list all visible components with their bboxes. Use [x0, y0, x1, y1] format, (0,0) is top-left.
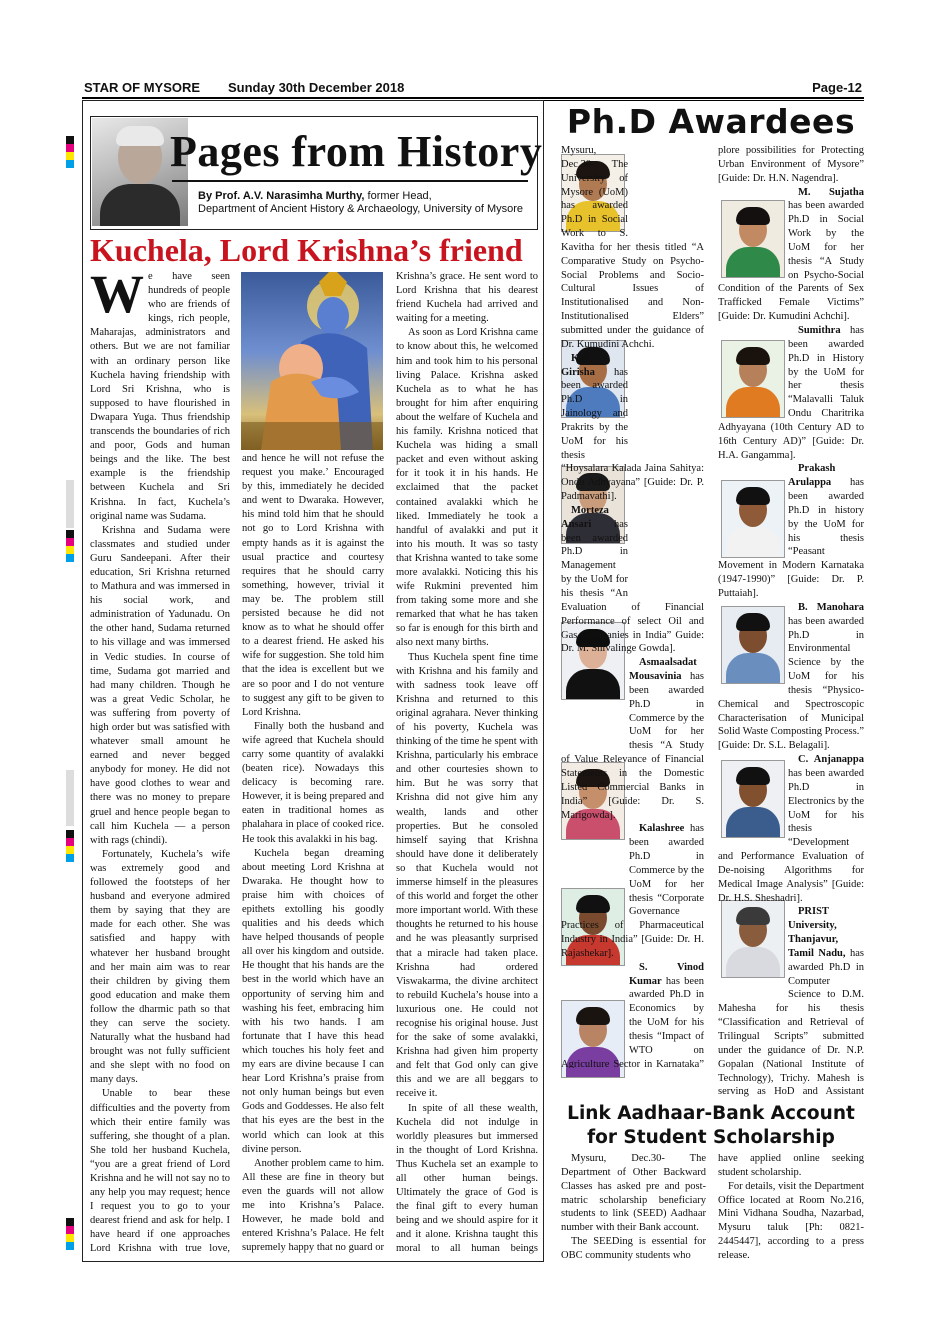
article-column-2	[242, 452, 384, 1255]
phd-name-sumithra: Sumithra	[798, 324, 841, 336]
phd-entry-kavitha: Mysuru, Dec.30- The University of Mysore (UoM) has awarded Ph.D in Social Work to S. Kavitha for her thesis titled “A Comparative Study on Psycho-Social Problems and Socio-Cultural Issues of Institutionalised and Non-Institutionalised Elders” submitted under the guidance of Dr. Kumudini Achchi.	[561, 145, 704, 350]
article-column-1	[90, 270, 230, 1255]
aadhaar-column-right	[718, 1152, 864, 1268]
col1-paragraph-3: Fortunately, Kuchela’s wife was extremely good and followed the footsteps of her husband and everyone admired them by saying that they are made for each other. She was satisfied and happy with whatever her husband brought and her main aim was to rear their children by giving them good education and make them follow the dharmic path so that they can serve the society. Naturally what the husband had brought was not fully sufficient and she slept with no food on many days.	[90, 848, 230, 1086]
phd-text-prist: has awarded Ph.D in Computer Science to D.M. Mahesha for his thesis “Classification and Retrieval of Trilingual Scripts” submitted under the guidance of Dr. N.P. Gopalan (National Institute of Technology), Trichy. Mahesh is serving as HoD and Assistant	[718, 947, 864, 1098]
photo-space-4	[561, 656, 629, 740]
byline	[198, 190, 523, 216]
col3-paragraph-4: In spite of all these wealth, Kuchela did not indulge in worldly pleasures but immersed in the thought of Lord Krishna. Thus Kuchela set an example to all other human beings. Ultimately the grace of God is the final gift to every human being and we should aspire for it and it alone. Krishna taught this moral to all human beings	[396, 1102, 538, 1255]
phd-name-manohara: B. Manohara	[798, 601, 864, 613]
photo-space-5	[561, 822, 629, 906]
phd-text-kalashree: has been awarded Ph.D in Commerce by the UoM for her thesis “Corporate Governance Practices of Pharmaceutical Industry in India” [Guide: Dr. H. Rajashekar].	[561, 823, 704, 959]
photo-space-12	[718, 753, 788, 837]
phd-text-prakash: has been awarded Ph.D in history by the UoM for his thesis “Peasant Movement in Modern Karnataka (1947-1990)” [Guide: Dr. P. Puttaiah].	[718, 477, 864, 599]
phd-column-right	[718, 144, 864, 1098]
phd-name-morteza: Morteza Ansari	[561, 504, 609, 530]
phd-text-morteza: has been awarded Ph.D in Management by the UoM for his thesis “An Evaluation of Financial Performance of select Oil and Gas Companies in India” Guide: Dr. M. Shivalinge Gowda].	[561, 518, 704, 655]
aadhaar-left-p2: The SEEDing is essential for OBC community students who	[561, 1236, 706, 1261]
registration-marks-middle	[66, 830, 74, 862]
col3-paragraph-3: Thus Kuchela spent fine time with Krishna and his family and with sadness took leave off Krishna and returned to this original agrahara. Never thinking of his poverty, Kuchela was thinking of the time he spent with Krishna, particularly his embrace and other courtesies shown to him. But he was sorry that Krishna did not give him any wealth, lands and other properties. But he consoled himself saying that Krishna should have done it deliberately so that Kuchela would not immerse himself in the pleasures of this world and forget the other more important world. With these thoughts he returned to his house and he was pleasantly surprised that a miracle had taken place. Krishna had ordered Viswakarma, the divine architect to rebuild Kuchela’s house into a luxurious one. He could not recognise his original house. Just for the sake of some avalakki, Krishna had given him property and felt that God only can give this and we are all beggars to receive it.	[396, 651, 538, 1100]
photo-space-6	[561, 961, 629, 1045]
byline-role: former Head,	[364, 190, 432, 202]
krishna-kuchela-illustration	[241, 272, 383, 450]
phd-entry-continued: plore possibilities for Protecting Urban Environment of Mysore” [Guide: Dr. H.N. Nagendra].	[718, 145, 864, 184]
phd-name-asmaalsadat: Asmaalsadat Mousavinia	[629, 657, 697, 683]
photo-space-8	[718, 188, 788, 272]
aadhaar-right-p2: For details, visit the Department Office located at Room No.216, Mini Vidhana Soudha, Nazarbad, Mysuru taluk [Ph: 0821- 2445447], according to a press release.	[718, 1180, 864, 1261]
phd-name-kalashree: Kalashree	[639, 823, 685, 835]
aadhaar-headline	[558, 1102, 864, 1150]
phd-column-left	[561, 144, 704, 1068]
section-title: Pages from History	[170, 127, 543, 176]
margin-grey-strip-2	[66, 770, 74, 826]
photo-space-11	[718, 601, 788, 685]
aadhaar-right-p1: have applied online seeking student scholarship.	[718, 1153, 864, 1178]
photo-space-10	[718, 462, 788, 546]
photo-space-1	[628, 144, 704, 228]
phd-text-anjanappa: has been awarded Ph.D in Electronics by the UoM for his thesis “Development and Performance Evaluation of De-noising Algorithms for Medical Image Analysis” [Guide: Dr. H.S. Sheshadri].	[718, 767, 864, 904]
col2-paragraph-2: Finally both the husband and wife agreed that Kuchela should carry some quantity of avalakki (beaten rice). Nowadays this delicacy is becoming rare. However, it is being prepared and eaten in traditional homes as phalahara in place of cooked rice. He took this avalakki in his bag.	[242, 720, 384, 845]
photo-space-9	[718, 324, 788, 408]
phd-text-girisha: has been awarded Ph.D in Jainology and Prakrits by the UoM for his thesis “Hoysalara Kalada Jaina Sahitya: Ondu Adhyayana” [Guide: Dr. P. Padmavathi].	[561, 366, 704, 503]
article-column-3	[396, 270, 538, 1255]
registration-marks-top	[66, 136, 74, 168]
phd-name-anjanappa: C. Anjanappa	[798, 754, 864, 766]
phd-name-girisha: K.M. Girisha	[561, 352, 595, 378]
photo-space-3	[628, 504, 704, 592]
col3-paragraph-2: As soon as Lord Krishna came to know about this, he welcomed him and took him to his personal living Palace. Krishna asked Kuchela as to what he has brought for him after enquiring about the welfare of Kuchela and his family. Krishna noticed that Kuchela was hiding a small packet and even without asking for it took it in his hands. He exclaimed that the packet contained avalakki which he liked. Immediately he took a handful of avalakki and put it into his mouth. It was so tasty that Krishna wanted to take some more avalakki. Noticing this his wife Rukmini prevented him from taking some more and she remarked that what he has taken so far is enough for this birth and also next many births.	[396, 327, 538, 649]
aadhaar-left-p1: Mysuru, Dec.30- The Department of Other Backward Classes has asked pre and post-matric scholarship beneficiary students to link (SEED) Aadhaar number with their Bank account.	[561, 1153, 706, 1234]
aadhaar-headline-line-1: Link Aadhaar-Bank Account	[567, 1103, 855, 1124]
col1-paragraph-2: Krishna and Sudama were classmates and studied under Guru Sandeepani. After their education, Sri Krishna returned to Mathura and was immersed in his social work, and administration of Yadunadu. On the other hand, Sudama returned to his village and was immersed in Vedic studies. In course of time, Sudama got married and had many children. Though he was a great Vedic Scholar, he was suffering from poverty of high order but was satisfied with whatever small amount he earned and never begged anybody for money. He did not have good clothes to wear and there was no money to prepare gruel and hence people began to call him Kuchela — a person with rags (chindi).	[90, 524, 230, 846]
phd-text-sumithra: has been awarded Ph.D in History by the UoM for her thesis “Malavalli Taluk Ondu Charitrika Adhyayana (10th Century AD to 16th Century AD)” [Guide: Dr. H.A. Gangamma].	[718, 324, 864, 461]
drop-cap: W	[90, 270, 144, 324]
phd-name-prist: PRIST University, Thanjavur, Tamil Nadu,	[788, 906, 846, 959]
phd-name-prakash: Prakash Arulappa	[788, 463, 836, 489]
phd-text-vinod-kumar: has been awarded Ph.D in Economics by the UoM for his thesis “Impact of WTO on Agriculture Sector in Karnataka”	[561, 975, 704, 1068]
byline-author: By Prof. A.V. Narasimha Murthy,	[198, 190, 365, 202]
col1-paragraph-4: Unable to bear these difficulties and the poverty from which their entire family was suffering, she thought of a plan. She told her husband Kuchela, “you are a great friend of Lord Krishna and he will not say no to any help you may request; hence I request you to go to your dearest friend and ask for help. I have heard if one approaches Lord Krishna with true love,	[90, 1088, 230, 1255]
phd-awardees-title: Ph.D Awardees	[566, 102, 856, 141]
col3-paragraph-1: Krishna’s grace. He sent word to Lord Krishna that his dearest friend Kuchela had arrived and waiting for a meeting.	[396, 271, 538, 325]
col2-paragraph-3: Kuchela began dreaming about meeting Lord Krishna at Dwaraka. He thought how to praise him with choices of epithets extolling his goodly qualities and his deeds which have helped thousands of people all over his kingdom and outside. He thought that his hands are the best in the world which have an opportunity of serving him and washing his feet, embracing him with his two hands. I am fortunate that I have this head which touches his holy feet and my ears are divine because I can hear Lord Krishna’s praise from not only human beings but even Gods and Goddesses. He also felt that his eyes are the best in the world which can look at this divine person.	[242, 847, 384, 1155]
registration-marks-bottom	[66, 1218, 74, 1250]
byline-dept: Department of Ancient History & Archaeology, University of Mysore	[198, 203, 524, 215]
page-number: Page-12	[812, 80, 862, 95]
page-header	[82, 80, 864, 96]
title-underline	[172, 180, 528, 182]
col2-paragraph-4: Another problem came to him. All these are fine in theory but even the guards will not allow me into Krishna’s Palace. However, he made bold and entered Krishna’s Palace. He felt supremely happy that no guard or	[242, 1157, 384, 1254]
col1-lead: e have seen hundreds of people who are friends of kings, rich people, Maharajas, administrators and others. But we are not familiar with an ordinary person like Kuchela having friendship with Lord Sri Krishna, who is supposed to have flourished in Dwapara Yuga. Thus friendship transcends the boundaries of rich and poor, Gods and human beings and the like. The best example is the friendship between Kuchela and Sri Krishna. In fact, Kuchela’s original name was Sudama.	[90, 271, 230, 522]
article-headline: Kuchela, Lord Krishna’s friend	[90, 232, 523, 268]
aadhaar-headline-line-2: for Student Scholarship	[587, 1127, 835, 1148]
issue-date: Sunday 30th December 2018	[228, 80, 405, 95]
phd-name-sujatha: M. Sujatha	[798, 186, 864, 198]
aadhaar-column-left	[561, 1152, 706, 1268]
phd-text-asmaalsadat: has been awarded Ph.D in Commerce by the UoM for her thesis “A Study of Value Relevance of Financial Statements in the Domestic Listed Commercial Banks in India” [Guide: Dr. S. Marigowda].	[561, 671, 704, 821]
margin-grey-strip	[66, 480, 74, 528]
col2-paragraph-1: and hence he will not refuse the request you make.’ Encouraged by this, immediately he decided and went to Dwaraka. However, his mind told him that he should not go to Lord Krishna with empty hands as it is against the usual practice and courtesy requires that he should carry something, however, trivial it may be. The problem still persisted because he did not know as to what he should offer to a dearest friend. He asked his wife for suggestion. She told him that the idea is excellent but we are so poor and I do not venture to suggest any gift to be given to Lord Krishna.	[242, 453, 384, 718]
header-rule	[82, 97, 864, 99]
paper-name: STAR OF MYSORE	[84, 80, 201, 95]
phd-text-manohara: has been awarded Ph.D in Environmental Science by the UoM for his thesis “Physico-Chemical and Spectroscopic Characterisation of Municipal Solid Waste Composting Process.” [Guide: Dr. S.L. Belagali].	[718, 615, 864, 752]
phd-text-sujatha: has been awarded Ph.D in Social Work by the UoM for her thesis “A Study on Psycho-Social Condition of the Parents of Sex Trafficked Female Victims” [Guide: Dr. Kumudini Achchi].	[718, 200, 864, 323]
photo-space-13	[718, 905, 788, 989]
registration-marks-upper	[66, 530, 74, 562]
photo-space-2	[628, 354, 704, 454]
phd-name-vinod-kumar: S. Vinod Kumar	[629, 961, 704, 987]
